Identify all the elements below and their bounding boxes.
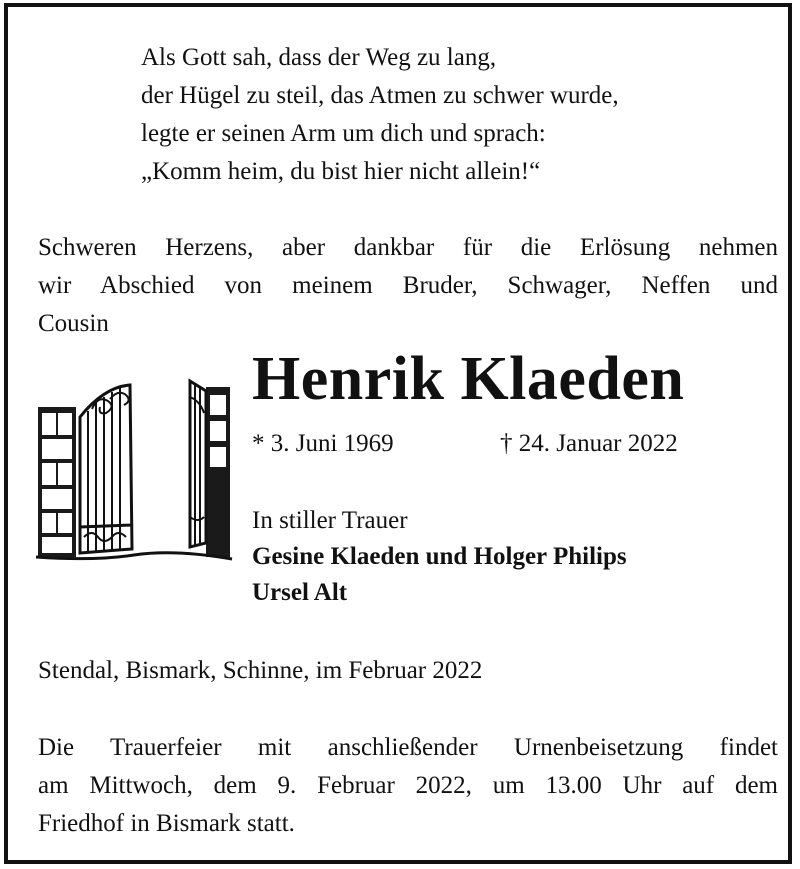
intro-line: wir Abschied von meinem Bruder, Schwager, Neffen und bbox=[38, 272, 778, 299]
obituary-frame bbox=[4, 3, 792, 864]
poem-line: Als Gott sah, dass der Weg zu lang, bbox=[141, 44, 497, 71]
left-gate-wing bbox=[80, 385, 132, 553]
intro-line: Cousin bbox=[38, 310, 109, 337]
left-pillar bbox=[38, 407, 76, 557]
right-gate-wing bbox=[190, 381, 206, 547]
service-line: Friedhof in Bismark statt. bbox=[38, 810, 295, 837]
mourners bbox=[252, 503, 627, 611]
birth-date: * 3. Juni 1969 bbox=[252, 430, 394, 457]
service-line: am Mittwoch, dem 9. Februar 2022, um 13.00 Uhr auf dem bbox=[38, 772, 778, 799]
life-dates bbox=[252, 427, 678, 461]
service-info bbox=[38, 729, 778, 843]
poem bbox=[141, 39, 619, 191]
death-date: † 24. Januar 2022 bbox=[500, 430, 678, 457]
deceased-name: Henrik Klaeden bbox=[252, 345, 685, 413]
place-date: Stendal, Bismark, Schinne, im Februar 2022 bbox=[38, 657, 483, 684]
mourners-intro: In stiller Trauer bbox=[252, 507, 408, 534]
intro-line: Schweren Herzens, aber dankbar für die Erlösung nehmen bbox=[38, 234, 778, 261]
open-cemetery-gate-icon bbox=[34, 377, 234, 567]
poem-line: der Hügel zu steil, das Atmen zu schwer wurde, bbox=[141, 82, 619, 109]
mourner-name: Gesine Klaeden und Holger Philips bbox=[252, 543, 627, 570]
poem-line: legte er seinen Arm um dich und sprach: bbox=[141, 120, 546, 147]
right-pillar bbox=[206, 387, 230, 557]
service-line: Die Trauerfeier mit anschließender Urnenbeisetzung findet bbox=[38, 734, 778, 761]
mourner-name: Ursel Alt bbox=[252, 579, 348, 606]
poem-line: „Komm heim, du bist hier nicht allein!“ bbox=[141, 158, 541, 185]
intro-text bbox=[38, 229, 778, 343]
